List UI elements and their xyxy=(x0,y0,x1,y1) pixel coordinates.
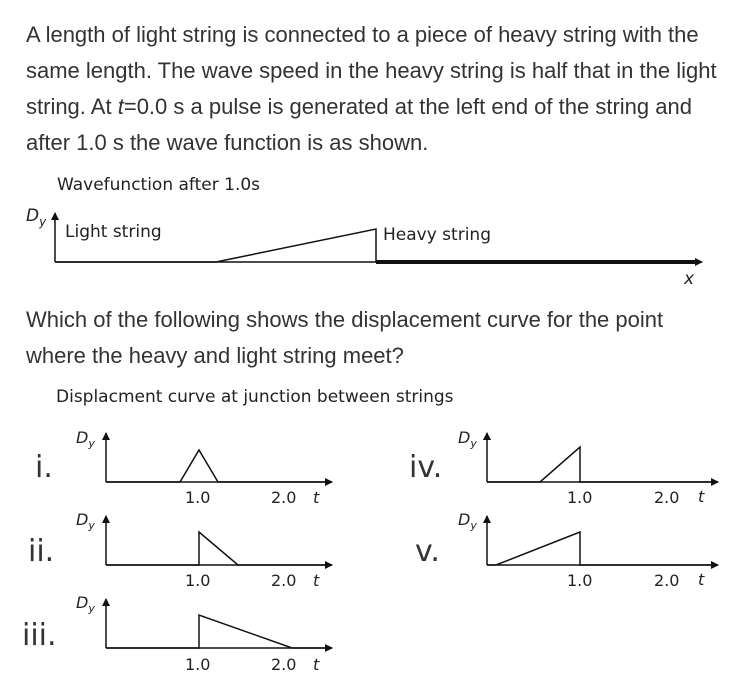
wave-x-label: x xyxy=(684,269,695,289)
option-ii-graph[interactable] xyxy=(28,510,332,590)
light-string-label: Light string xyxy=(65,222,162,242)
option-curve xyxy=(106,615,332,648)
option-curve xyxy=(106,532,332,565)
option-tick-2: 2.0 xyxy=(271,571,297,590)
question-prompt: Which of the following shows the displacement curve for the point where the heavy and light string meet? xyxy=(26,307,664,368)
option-iv-graph[interactable] xyxy=(409,428,718,507)
option-numeral: i. xyxy=(35,450,53,485)
option-tick-2: 2.0 xyxy=(271,655,297,674)
wave-y-label: $D_y$ xyxy=(26,206,47,229)
option-numeral: iii. xyxy=(22,618,57,653)
option-y-label: $D_y$ xyxy=(76,510,95,532)
option-i-graph[interactable] xyxy=(35,428,332,507)
option-tick-1: 1.0 xyxy=(567,571,593,590)
option-t-label: t xyxy=(313,488,320,507)
option-y-label: $D_y$ xyxy=(458,428,477,450)
time-variable: t xyxy=(117,94,124,119)
intro-text-b: =0.0 s a pulse is generated at the left end of the string and after 1.0 s the wave function is as shown. xyxy=(26,94,692,155)
option-tick-1: 1.0 xyxy=(567,488,593,507)
option-y-label: $D_y$ xyxy=(76,428,95,450)
option-tick-2: 2.0 xyxy=(654,488,680,507)
option-tick-2: 2.0 xyxy=(654,571,680,590)
option-tick-1: 1.0 xyxy=(185,655,211,674)
option-v-graph[interactable] xyxy=(415,510,718,590)
option-y-label: $D_y$ xyxy=(76,593,95,615)
option-tick-1: 1.0 xyxy=(185,571,211,590)
wave-figure xyxy=(26,206,702,289)
option-iii-graph[interactable] xyxy=(22,593,332,674)
option-y-label: $D_y$ xyxy=(458,510,477,532)
heavy-string-label: Heavy string xyxy=(383,225,491,245)
option-curve xyxy=(487,532,718,565)
option-t-label: t xyxy=(698,487,705,506)
option-t-label: t xyxy=(313,655,320,674)
option-t-label: t xyxy=(698,570,705,589)
option-curve xyxy=(487,447,718,482)
option-tick-2: 2.0 xyxy=(271,488,297,507)
options-figure-caption: Displacment curve at junction between strings xyxy=(56,387,454,407)
option-curve xyxy=(106,450,332,482)
option-numeral: iv. xyxy=(409,450,443,485)
option-numeral: ii. xyxy=(28,534,55,569)
option-numeral: v. xyxy=(415,534,440,569)
wave-figure-caption: Wavefunction after 1.0s xyxy=(57,175,261,195)
option-t-label: t xyxy=(313,571,320,590)
option-tick-1: 1.0 xyxy=(185,488,211,507)
intro-text-a: A length of light string is connected to a piece of heavy string with the same length. The wave speed in the heavy string is half that in the light string. At xyxy=(26,22,717,119)
